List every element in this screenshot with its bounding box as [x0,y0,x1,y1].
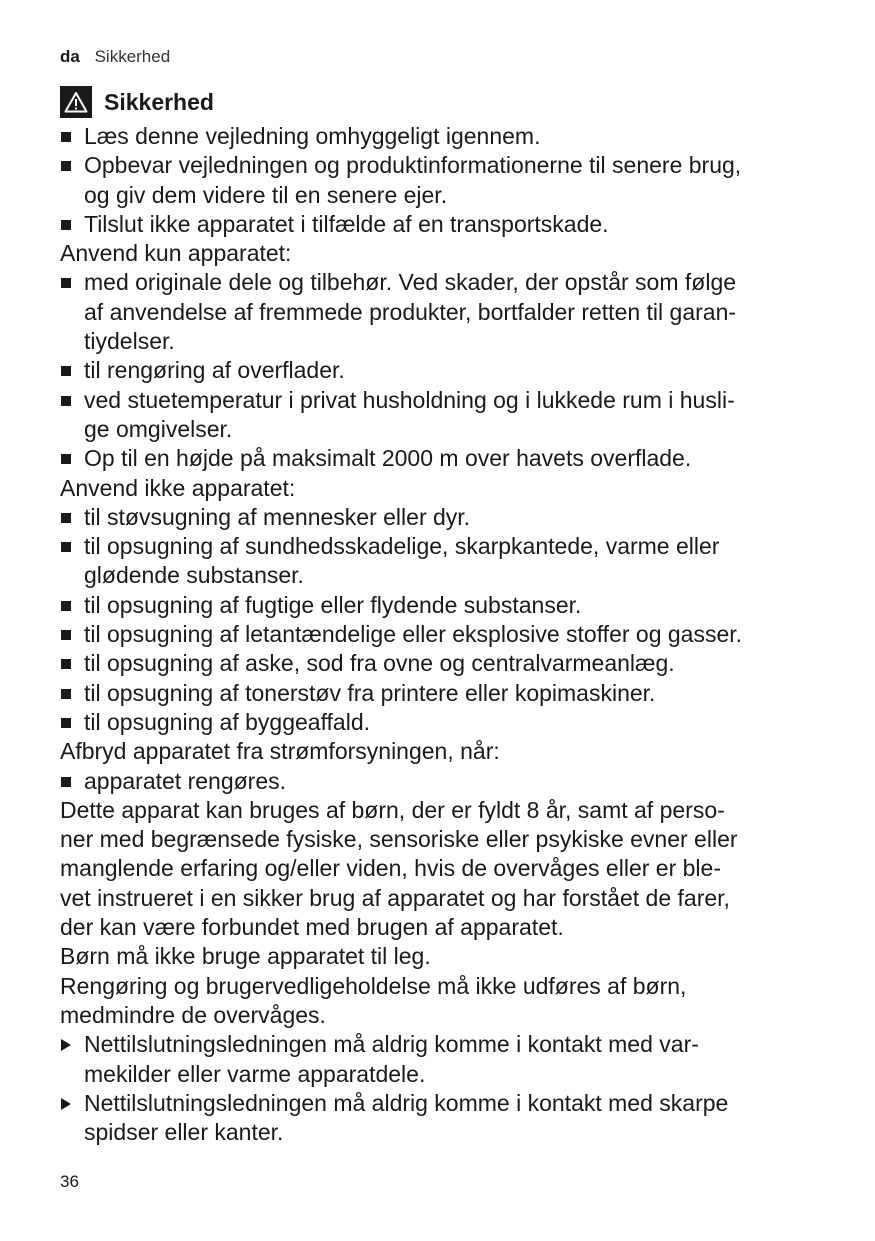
bullet-item [60,356,835,385]
text-line: vet instrueret i en sikker brug af apparatet og har forstået de farer, [60,884,730,911]
text-line: Rengøring og brugervedligeholdelse må ikke udføres af børn, [60,972,687,999]
square-bullet-icon [61,220,71,230]
text-line: til opsugning af sundhedsskadelige, skarpkantede, varme eller [84,533,720,560]
page-header [60,47,170,67]
text-line: ner med begrænsede fysiske, sensoriske eller psykiske evner eller [60,826,738,853]
square-bullet-icon [61,777,71,787]
block-list [60,122,835,1147]
bullet-item [60,649,835,678]
text-line: af anvendelse af fremmede produkter, bortfalder retten til garan- [84,298,737,325]
text-line: manglende erfaring og/eller viden, hvis de overvåges eller er ble- [60,855,721,882]
bullet-item [60,503,835,532]
text-line: mekilder eller varme apparatdele. [84,1060,426,1087]
bullet-item [60,151,835,210]
text-line: Nettilslutningsledningen må aldrig komme i kontakt med skarpe [84,1089,729,1116]
square-bullet-icon [61,454,71,464]
square-bullet-icon [61,513,71,523]
text-line: Op til en højde på maksimalt 2000 m over havets overflade. [84,445,692,472]
text-line: apparatet rengøres. [84,767,287,794]
paragraph [60,942,835,971]
bullet-item [60,210,835,239]
text-line: spidser eller kanter. [84,1119,284,1146]
square-bullet-icon [61,396,71,406]
warning-icon [60,86,92,118]
text-line: til opsugning af aske, sod fra ovne og centralvarmeanlæg. [84,650,675,677]
bullet-item [60,591,835,620]
text-line: glødende substanser. [84,562,304,589]
text-line: Opbevar vejledningen og produktinformationerne til senere brug, [84,152,742,179]
text-line: medmindre de overvåges. [60,1001,326,1028]
paragraph [60,972,835,1031]
bullet-item [60,767,835,796]
text-line: ved stuetemperatur i privat husholdning og i lukkede rum i husli- [84,386,735,413]
text-line: og giv dem videre til en senere ejer. [84,181,448,208]
text-line: til støvsugning af mennesker eller dyr. [84,503,471,530]
square-bullet-icon [61,630,71,640]
text-line: Dette apparat kan bruges af børn, der er fyldt 8 år, samt af perso- [60,796,725,823]
bullet-item [60,122,835,151]
square-bullet-icon [61,542,71,552]
bullet-item [60,532,835,591]
title-text: Sikkerhed [104,88,214,115]
text-line: til opsugning af fugtige eller flydende substanser. [84,591,582,618]
square-bullet-icon [61,278,71,288]
bullet-item [60,620,835,649]
square-bullet-icon [61,161,71,171]
bullet-item [60,708,835,737]
square-bullet-icon [61,132,71,142]
text-line: Læs denne vejledning omhyggeligt igennem. [84,123,541,149]
text-line: Anvend ikke apparatet: [60,474,296,501]
text-line: Tilslut ikke apparatet i tilfælde af en transportskade. [84,210,609,237]
text-line: Nettilslutningsledningen må aldrig komme i kontakt med var- [84,1031,699,1058]
instruction-item [60,1030,835,1089]
text-line: med originale dele og tilbehør. Ved skader, der opstår som følge [84,269,737,296]
bullet-item [60,679,835,708]
square-bullet-icon [61,718,71,728]
bullet-item [60,268,835,356]
paragraph [60,239,835,268]
square-bullet-icon [61,601,71,611]
arrow-bullet-icon [61,1039,71,1051]
text-line: tiydelser. [84,328,175,355]
language-code: da [60,47,80,66]
instruction-item [60,1089,835,1148]
arrow-bullet-icon [61,1098,71,1110]
square-bullet-icon [61,689,71,699]
text-line: der kan være forbundet med brugen af apparatet. [60,914,564,941]
section-name: Sikkerhed [94,47,171,66]
text-line: til opsugning af byggeaffald. [84,708,371,735]
paragraph [60,796,835,942]
page-number: 36 [60,1172,79,1191]
text-line: til opsugning af tonerstøv fra printere eller kopimaskiner. [84,679,656,706]
square-bullet-icon [61,366,71,376]
safety-content [60,84,835,1147]
square-bullet-icon [61,659,71,669]
text-line: ge omgivelser. [84,415,233,442]
paragraph [60,474,835,503]
bullet-item [60,444,835,473]
text-line: til opsugning af letantændelige eller eksplosive stoffer og gasser. [84,621,743,648]
text-line: Børn må ikke bruge apparatet til leg. [60,943,431,970]
text-line: Afbryd apparatet fra strømforsyningen, når: [60,738,500,765]
section-title [60,84,835,120]
text-line: Anvend kun apparatet: [60,240,292,267]
text-line: til rengøring af overflader. [84,357,345,384]
bullet-item [60,386,835,445]
paragraph [60,737,835,766]
